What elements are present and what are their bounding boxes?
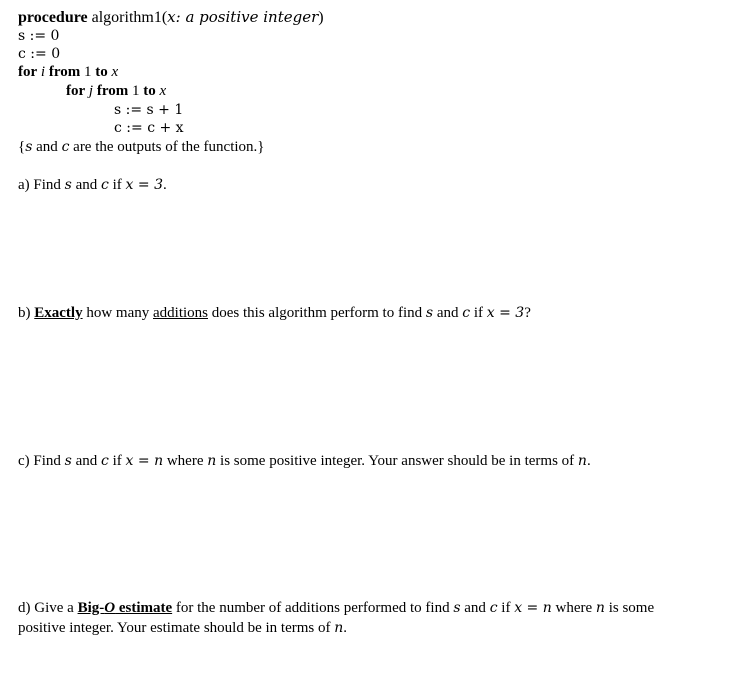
loop-end: x: [159, 83, 167, 99]
var-n: n: [577, 453, 587, 469]
question-b: [18, 303, 718, 323]
where-text: where: [163, 453, 208, 469]
qb-text-2: does this algorithm perform to find: [208, 305, 426, 321]
from-keyword: from: [48, 64, 81, 80]
question-a: [18, 175, 718, 195]
var-s: s: [25, 139, 33, 155]
big-o-text: Big-: [77, 600, 105, 616]
question-c: [18, 451, 718, 471]
code-line-s-init: s := 0: [18, 28, 60, 44]
comment-rest: are the outputs of the function.}: [69, 139, 265, 155]
loop-var-j: j: [88, 83, 94, 99]
qc-prefix: c) Find: [18, 453, 65, 469]
var-s: s: [64, 177, 72, 193]
and-text: and: [32, 139, 62, 155]
and-text: and: [433, 305, 463, 321]
var-c: c: [489, 600, 498, 616]
var-s: s: [425, 305, 434, 321]
procedure-name: algorithm1(: [91, 9, 168, 26]
to-keyword: to: [143, 83, 156, 99]
if-text: if: [108, 177, 126, 193]
and-text: and: [460, 600, 490, 616]
additions-emphasis: additions: [153, 305, 208, 321]
procedure-comment: [18, 138, 264, 157]
condition: x = n: [514, 600, 552, 616]
for-keyword: for: [66, 83, 86, 99]
if-text: if: [108, 453, 126, 469]
big-o-letter: O: [104, 600, 116, 616]
var-s: s: [64, 453, 72, 469]
procedure-param: x: a positive integer: [167, 8, 319, 26]
var-n: n: [595, 600, 605, 616]
if-text: if: [470, 305, 487, 321]
procedure-close: ): [318, 9, 324, 26]
var-n: n: [334, 620, 344, 636]
var-c: c: [61, 139, 70, 155]
end-punct: .: [586, 453, 591, 469]
condition: x = 3: [125, 177, 163, 193]
loop-end: x: [111, 64, 119, 80]
var-c: c: [101, 453, 109, 469]
for-keyword: for: [18, 64, 38, 80]
condition: x = n: [125, 453, 164, 469]
code-line-s-update: s := s + 1: [114, 102, 184, 118]
code-line-c-init: c := 0: [18, 46, 61, 62]
comment-open: {: [18, 139, 26, 155]
loop-var-i: i: [40, 64, 46, 80]
qa-prefix: a) Find: [18, 177, 65, 193]
question-d: [18, 598, 718, 638]
if-text: if: [497, 600, 515, 616]
procedure-header: [18, 8, 324, 27]
big-o-emphasis: [78, 600, 173, 616]
and-text: and: [71, 453, 102, 469]
and-text: and: [71, 177, 102, 193]
procedure-keyword: procedure: [18, 9, 88, 26]
inner-loop-line: [66, 82, 166, 101]
var-s: s: [453, 600, 461, 616]
condition: x = 3: [486, 305, 525, 321]
exactly-emphasis: Exactly: [34, 305, 83, 321]
qd-rest: is some: [604, 600, 655, 616]
end-punct: ?: [524, 305, 531, 321]
where-text: where: [551, 600, 596, 616]
qc-rest: is some positive integer. Your answer should be in terms of: [216, 453, 578, 469]
code-line-c-update: c := c + x: [114, 120, 184, 136]
var-c: c: [101, 177, 109, 193]
qb-prefix: b): [18, 305, 35, 321]
qb-text: how many: [82, 305, 153, 321]
qd-prefix: d) Give a: [18, 600, 78, 616]
end-punct: .: [162, 177, 167, 193]
outer-loop-line: [18, 63, 118, 82]
estimate-text: estimate: [115, 600, 173, 616]
var-n: n: [207, 453, 217, 469]
to-keyword: to: [95, 64, 108, 80]
from-keyword: from: [96, 83, 129, 99]
loop-start: 1: [131, 83, 140, 99]
end-punct: .: [343, 620, 347, 636]
qd-line2: positive integer. Your estimate should be in terms of: [18, 620, 335, 636]
loop-start: 1: [83, 64, 92, 80]
var-c: c: [462, 305, 471, 321]
qd-text: for the number of additions performed to find: [172, 600, 454, 616]
